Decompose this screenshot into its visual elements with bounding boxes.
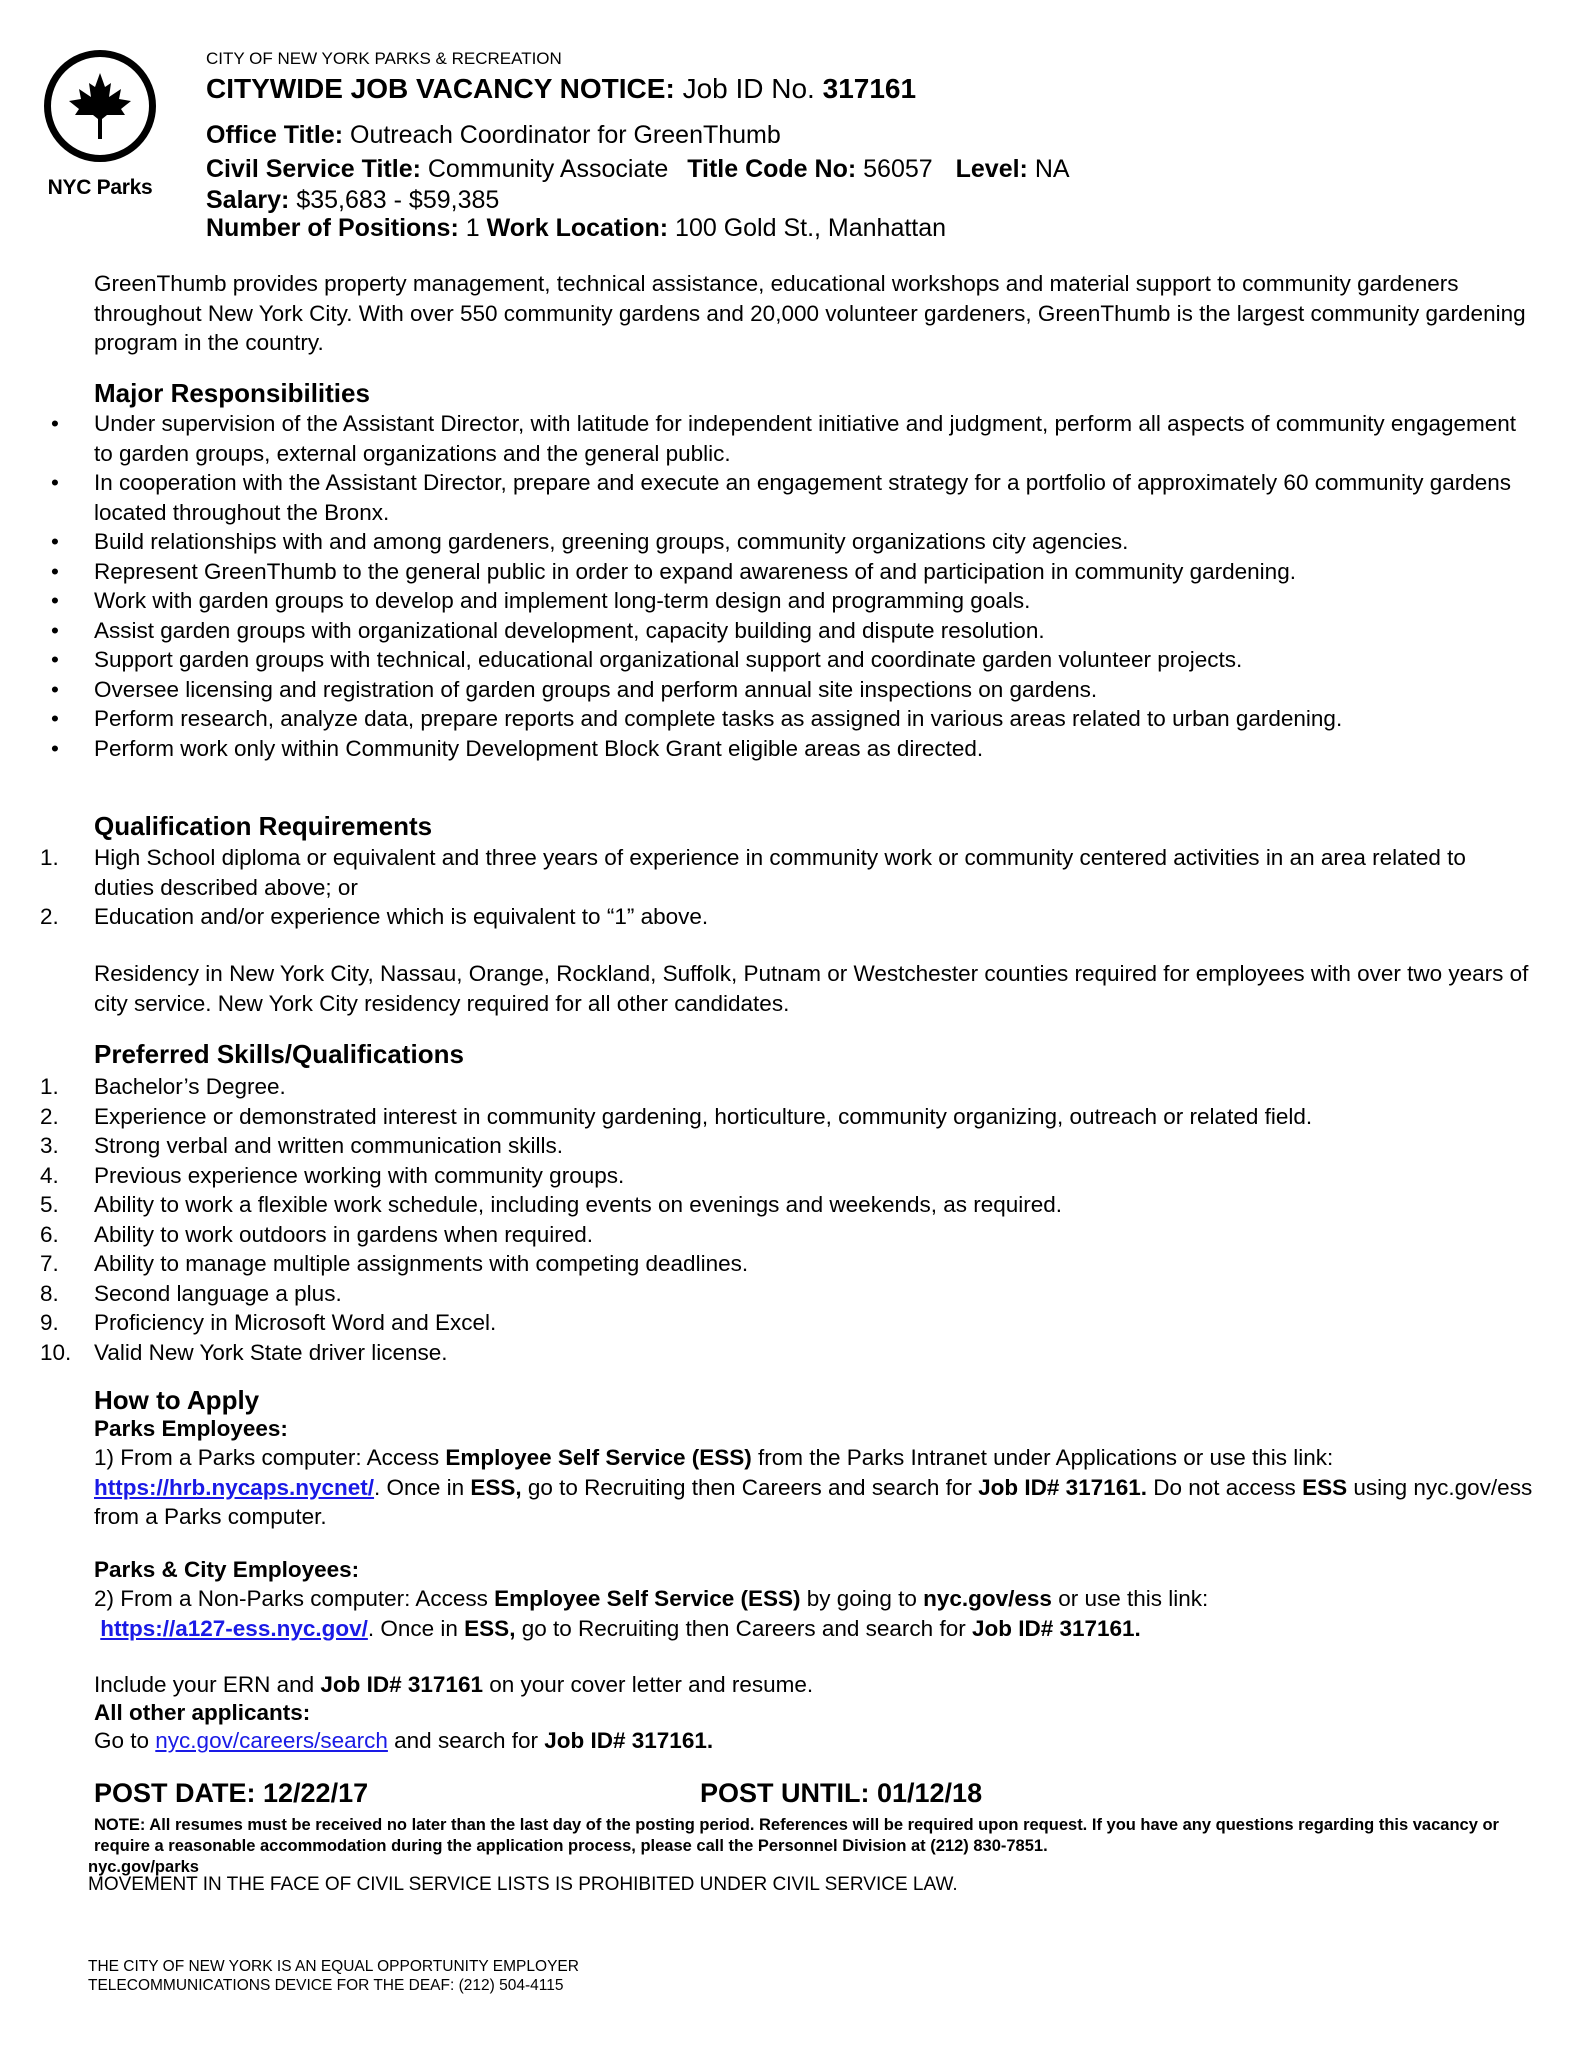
civil-title-line	[206, 155, 1070, 184]
positions-line	[206, 214, 946, 243]
title-code-label: Title Code No:	[687, 155, 857, 183]
post-until: POST UNTIL: 01/12/18	[700, 1778, 983, 1808]
list-item: 9. Proficiency in Microsoft Word and Excel.	[40, 1310, 497, 1335]
list-item: • Support garden groups with technical, educational organizational support and coordinate garden volunteer projects.	[51, 647, 1243, 672]
other-applicants-heading: All other applicants:	[94, 1700, 311, 1725]
list-item: • Perform work only within Community Development Block Grant eligible areas as directed.	[51, 735, 984, 761]
preferred-list	[40, 1072, 1530, 1367]
tdd-number: TELECOMMUNICATIONS DEVICE FOR THE DEAF: (212) 504-4115	[88, 1977, 564, 1994]
list-item: • Build relationships with and among gardeners, greening groups, community organizations city agencies.	[51, 529, 1129, 554]
job-id-value: 317161	[822, 73, 917, 104]
office-title-label: Office Title:	[206, 121, 344, 149]
level-label: Level:	[955, 155, 1028, 183]
eeo-statement: THE CITY OF NEW YORK IS AN EQUAL OPPORTUNITY EMPLOYER	[88, 1958, 579, 1975]
city-employees-instructions: 2) From a Non-Parks computer: Access Employee Self Service (ESS) by going to nyc.gov/ess or use this link: https://a127-ess.nyc.gov/. Once in ESS, go to Recruiting then Careers and search for Job ID# 317161.	[94, 1586, 1209, 1641]
list-item: • Under supervision of the Assistant Director, with latitude for independent initiative and judgment, perform all aspects of community engagement to garden groups, external organizations and the general public.	[51, 411, 1517, 466]
office-title-value: Outreach Coordinator for GreenThumb	[350, 121, 781, 149]
list-item: • Perform research, analyze data, prepare reports and complete tasks as assigned in various areas related to urban gardening.	[51, 706, 1343, 731]
responsibilities-title: Major Responsibilities	[94, 378, 370, 408]
list-item: 4. Previous experience working with community groups.	[40, 1162, 625, 1188]
list-item: 10. Valid New York State driver license.	[40, 1339, 448, 1365]
intro-paragraph: GreenThumb provides property management, technical assistance, educational workshops and material support to community gardeners throughout New York City. With over 550 community gardens and 20,000 volunteer gardeners, GreenThumb is the largest community gardening program in the country.	[94, 271, 1526, 355]
preferred-title: Preferred Skills/Qualifications	[94, 1039, 464, 1069]
list-item: • Work with garden groups to develop and implement long-term design and programming goals.	[51, 588, 1031, 613]
parks-website: nyc.gov/parks	[88, 1858, 199, 1876]
list-item: 3. Strong verbal and written communication skills.	[40, 1133, 563, 1158]
positions-value: 1	[465, 214, 480, 242]
residency-paragraph: Residency in New York City, Nassau, Orange, Rockland, Suffolk, Putnam or Westchester counties required for employees with over two years of city service. New York City residency required for all other candidates.	[94, 961, 1529, 1016]
location-label: Work Location:	[486, 214, 669, 242]
list-item: • Represent GreenThumb to the general public in order to expand awareness of and participation in community gardening.	[51, 558, 1296, 584]
list-item: 1. High School diploma or equivalent and three years of experience in community work or community centered activities in an area related to duties described above; or	[40, 845, 1466, 900]
include-ern-line: Include your ERN and Job ID# 317161 on your cover letter and resume.	[94, 1672, 814, 1697]
city-employees-heading: Parks & City Employees:	[94, 1557, 360, 1582]
location-value: 100 Gold St., Manhattan	[675, 214, 947, 242]
maple-leaf-icon	[44, 50, 156, 162]
list-item: 6. Ability to work outdoors in gardens when required.	[40, 1221, 594, 1247]
notice-label: CITYWIDE JOB VACANCY NOTICE:	[206, 73, 675, 104]
civil-title-value: Community Associate	[427, 155, 669, 183]
logo-text: NYC Parks	[47, 176, 153, 199]
posting-note: NOTE: All resumes must be received no later than the last day of the posting period. References will be required upon request. If you have any questions regarding this vacancy or require a reasonable accommodation during the application process, please call the Personnel Division at (212) 830-7851.	[94, 1816, 1499, 1855]
list-item: 5. Ability to work a flexible work schedule, including events on evenings and weekends, as required.	[40, 1192, 1063, 1217]
parks-employees-heading: Parks Employees:	[94, 1416, 288, 1441]
parks-intranet-link[interactable]: https://hrb.nycaps.nycnet/	[94, 1474, 375, 1500]
post-date: POST DATE: 12/22/17	[94, 1778, 369, 1808]
office-title-line	[206, 121, 781, 150]
level-value: NA	[1034, 155, 1070, 183]
qualifications-list	[40, 843, 1530, 932]
list-item: • In cooperation with the Assistant Director, prepare and execute an engagement strategy for a portfolio of approximately 60 community gardens located throughout the Bronx.	[51, 470, 1512, 525]
salary-value: $35,683 - $59,385	[296, 186, 500, 214]
apply-title: How to Apply	[94, 1385, 260, 1415]
careers-search-link[interactable]: nyc.gov/careers/search	[155, 1728, 388, 1753]
list-item: • Assist garden groups with organizational development, capacity building and dispute resolution.	[51, 617, 1045, 643]
ess-portal-link[interactable]: https://a127-ess.nyc.gov/	[100, 1615, 368, 1641]
civil-title-label: Civil Service Title:	[206, 155, 421, 183]
list-item: 7. Ability to manage multiple assignments with competing deadlines.	[40, 1251, 749, 1276]
organization-name: CITY OF NEW YORK PARKS & RECREATION	[206, 49, 562, 68]
list-item: 1. Bachelor’s Degree.	[40, 1074, 286, 1099]
list-item: 8. Second language a plus.	[40, 1280, 342, 1306]
job-id-label: Job ID No.	[682, 73, 815, 104]
positions-label: Number of Positions:	[206, 214, 459, 242]
other-applicants-instructions: Go to nyc.gov/careers/search and search for Job ID# 317161.	[94, 1728, 714, 1753]
salary-line	[206, 186, 499, 215]
civil-service-warning: MOVEMENT IN THE FACE OF CIVIL SERVICE LISTS IS PROHIBITED UNDER CIVIL SERVICE LAW.	[88, 1874, 958, 1895]
parks-employees-instructions: 1) From a Parks computer: Access Employee Self Service (ESS) from the Parks Intranet under Applications or use this link: https://hrb.nycaps.nycnet/. Once in ESS, go to Recruiting then Careers and search for Job ID# 317161. Do not access ESS using nyc.gov/ess from a Parks computer.	[94, 1445, 1533, 1529]
list-item: 2. Education and/or experience which is equivalent to “1” above.	[40, 904, 709, 929]
title-code-value: 56057	[863, 155, 933, 183]
responsibilities-list	[40, 409, 1530, 763]
nyc-parks-logo	[40, 50, 170, 210]
list-item: 2. Experience or demonstrated interest in community gardening, horticulture, community organizing, outreach or related field.	[40, 1103, 1313, 1129]
qualifications-title: Qualification Requirements	[94, 811, 433, 841]
list-item: • Oversee licensing and registration of garden groups and perform annual site inspections on gardens.	[51, 676, 1098, 702]
notice-title	[206, 73, 916, 105]
salary-label: Salary:	[206, 186, 290, 214]
